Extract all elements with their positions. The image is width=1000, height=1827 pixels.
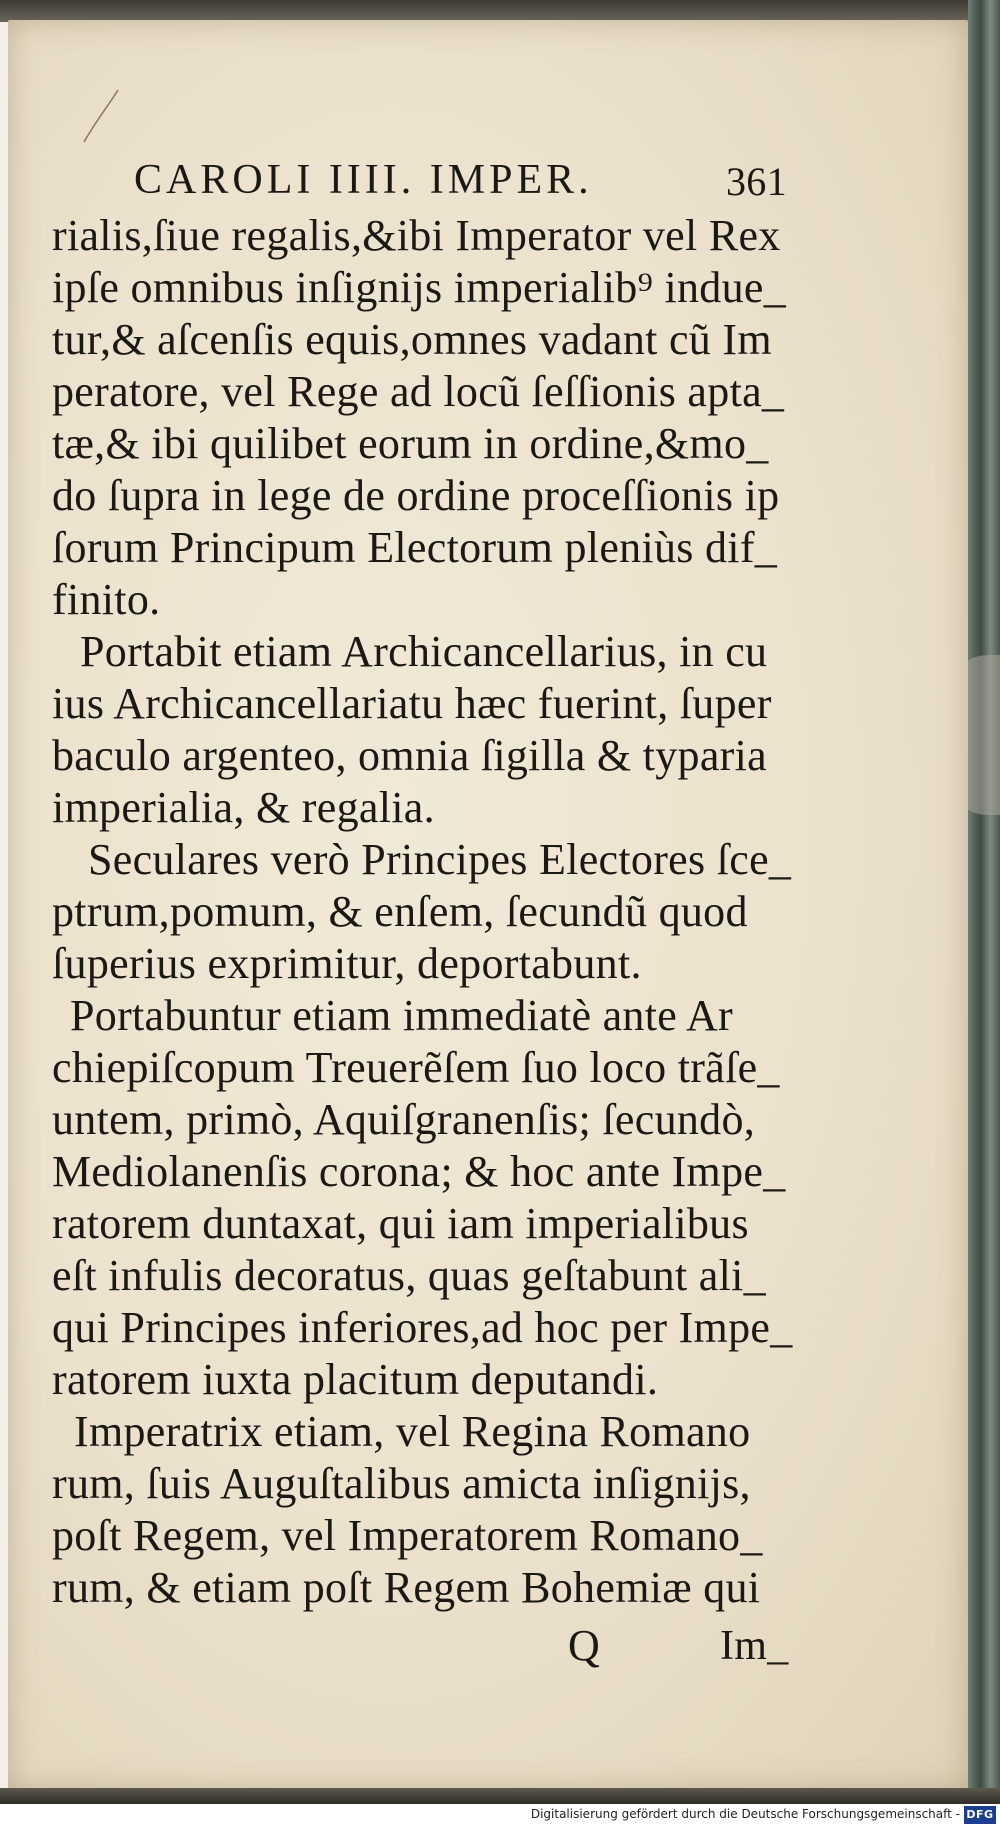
signature-mark: Q: [568, 1621, 601, 1670]
ink-mark-icon: [78, 86, 128, 146]
text-line: untem, primò, Aquiſgranenſis; ſecundò,: [52, 1095, 756, 1144]
text-line: tæ,& ibi quilibet eorum in ordine,&mo_: [52, 419, 769, 468]
page-number: 361: [726, 159, 787, 204]
text-line: rum, ſuis Auguſtalibus amicta inſignijs,: [52, 1459, 751, 1508]
text-line: chiepiſcopum Treuerẽſem ſuo loco trãſe_: [52, 1043, 780, 1092]
text-line: qui Principes inferiores,ad hoc per Impe_: [52, 1303, 793, 1352]
text-line: poſt Regem, vel Imperatorem Romano_: [52, 1511, 763, 1560]
book-page: [8, 20, 968, 1790]
dfg-logo: DFG: [964, 1806, 996, 1824]
text-line: ratorem duntaxat, qui iam imperialibus: [52, 1199, 749, 1248]
text-line: Mediolanenſis corona; & hoc ante Impe_: [52, 1147, 786, 1196]
book-cover-right-edge: [968, 0, 1000, 1804]
text-line: baculo argenteo, omnia ſigilla & typaria: [52, 731, 767, 780]
book-cover-bottom-edge: [0, 1788, 1000, 1804]
text-line: do ſupra in lege de ordine proceſſionis ip: [52, 471, 780, 520]
text-line: Imperatrix etiam, vel Regina Romano: [74, 1407, 751, 1456]
text-line: imperialia, & regalia.: [52, 783, 435, 832]
catchword: Im_: [720, 1623, 789, 1669]
text-line: ius Archicancellariatu hæc fuerint, ſuper: [52, 679, 772, 728]
funding-credit: Digitalisierung gefördert durch die Deutsche Forschungsgemeinschaft -: [530, 1807, 960, 1821]
text-line: finito.: [52, 575, 161, 624]
text-line: ſuperius exprimitur, deportabunt.: [52, 939, 642, 988]
text-line: rum, & etiam poſt Regem Bohemiæ qui: [52, 1563, 761, 1612]
running-head: CAROLI IIII. IMPER.: [134, 157, 593, 203]
text-line: ipſe omnibus inſignijs imperialib⁹ indue_: [52, 263, 787, 312]
text-line: tur,& aſcenſis equis,omnes vadant cũ Im: [52, 315, 772, 364]
text-line: eſt infulis decoratus, quas geſtabunt ali_: [52, 1251, 766, 1300]
book-cover-top-edge: [0, 0, 1000, 22]
text-line: ratorem iuxta placitum deputandi.: [52, 1355, 659, 1404]
text-line: peratore, vel Rege ad locũ ſeſſionis apta_: [52, 367, 785, 416]
text-line: rialis,ſiue regalis,&ibi Imperator vel Rex: [52, 211, 781, 260]
text-line: Seculares verò Principes Electores ſce_: [88, 835, 792, 884]
text-line: Portabit etiam Archicancellarius, in cu: [80, 627, 768, 676]
text-line: Portabuntur etiam immediatè ante Ar: [70, 991, 733, 1040]
footer-strip: [0, 1804, 1000, 1827]
text-line: ſorum Principum Electorum pleniùs dif_: [52, 523, 778, 572]
text-line: ptrum,pomum, & enſem, ſecundũ quod: [52, 887, 748, 936]
